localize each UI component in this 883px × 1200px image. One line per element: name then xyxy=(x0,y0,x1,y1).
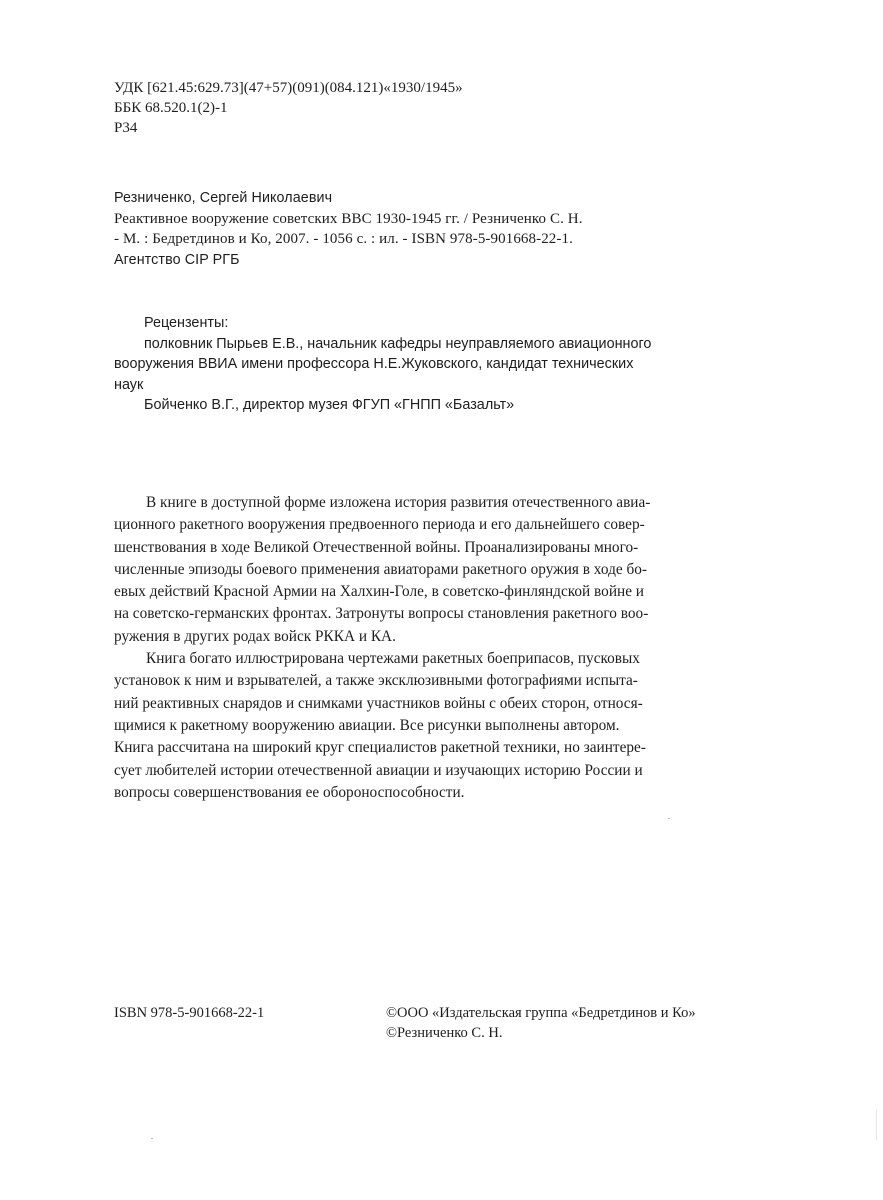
annotation-line: численные эпизоды боевого применения авиаторами ракетного оружия в ходе бо- xyxy=(114,560,647,578)
annotation-line: ний реактивных снарядов и снимками участников войны с обеих сторон, относя- xyxy=(114,694,643,712)
record-author: Резниченко, Сергей Николаевич xyxy=(114,190,333,206)
reviewer-1-line-3: наук xyxy=(114,376,144,393)
annotation-line: Книга рассчитана на широкий круг специалистов ракетной техники, но заинтере- xyxy=(114,739,646,757)
reviewer-1-line-1: полковник Пырьев Е.В., начальник кафедры неуправляемого авиационного xyxy=(144,335,652,352)
annotation-line: евых действий Красной Армии на Халхин-Голе, в советско-финляндской войне и xyxy=(114,583,644,601)
annotation-line: установок к ним и взрывателей, а также эксклюзивными фотографиями испыта- xyxy=(114,672,638,690)
annotation-line: вопросы совершенствования ее обороноспособности. xyxy=(114,783,465,801)
author-mark: Р34 xyxy=(114,120,138,136)
annotation-line: Книга богато иллюстрирована чертежами ракетных боеприпасов, пусковых xyxy=(146,650,640,668)
annotation-text xyxy=(114,492,724,804)
record-imprint-line: - М. : Бедретдинов и Ко, 2007. - 1056 с. : ил. - ISBN 978-5-901668-22-1. xyxy=(114,231,573,247)
reviewer-entry-1 xyxy=(114,334,724,396)
record-title-line: Реактивное вооружение советских ВВС 1930-1945 гг. / Резниченко С. Н. xyxy=(114,210,583,227)
scan-speck xyxy=(876,1110,877,1140)
scan-speck xyxy=(668,818,670,819)
copyright-publisher: ©ООО «Издательская группа «Бедретдинов и Ко» xyxy=(386,1005,696,1021)
annotation-line: В книге в доступной форме изложена история развития отечественного авиа- xyxy=(146,494,651,511)
annotation-line: щимися к ракетному вооружению авиации. Все рисунки выполнены автором. xyxy=(114,716,620,734)
annotation-line: шенствования в ходе Великой Отечественной войны. Проанализированы много- xyxy=(114,538,639,556)
annotation-line: сует любителей истории отечественной авиации и изучающих историю России и xyxy=(114,761,643,779)
annotation-line: ционного ракетного вооружения предвоенного периода и его дальнейшего совер- xyxy=(114,516,645,534)
udk-code: УДК [621.45:629.73](47+57)(091)(084.121)«1930/1945» xyxy=(114,80,463,96)
record-agency: Агентство CIP РГБ xyxy=(114,251,240,268)
reviewer-entry-2 xyxy=(114,395,724,416)
bibliographic-record xyxy=(114,188,583,270)
reviewer-1-line-2: вооружения ВВИА имени профессора Н.Е.Жуковского, кандидат технических xyxy=(114,356,634,372)
reviewers-section xyxy=(114,313,724,416)
isbn-number: ISBN 978-5-901668-22-1 xyxy=(114,1005,265,1021)
classification-codes xyxy=(114,78,463,138)
annotation-line: ружения в других родах войск РККА и КА. xyxy=(114,627,396,645)
footer-copyright xyxy=(386,1003,696,1043)
reviewer-2-line: Бойченко В.Г., директор музея ФГУП «ГНПП «Базальт» xyxy=(144,397,515,413)
annotation-line: на советско-германских фронтах. Затронуты вопросы становления ракетного воо- xyxy=(114,605,649,623)
scan-speck xyxy=(151,1138,153,1139)
bbk-code: ББК 68.520.1(2)-1 xyxy=(114,100,228,116)
reviewers-heading: Рецензенты: xyxy=(144,315,229,331)
footer-isbn xyxy=(114,1003,264,1023)
copyright-author: ©Резниченко С. Н. xyxy=(386,1025,503,1041)
